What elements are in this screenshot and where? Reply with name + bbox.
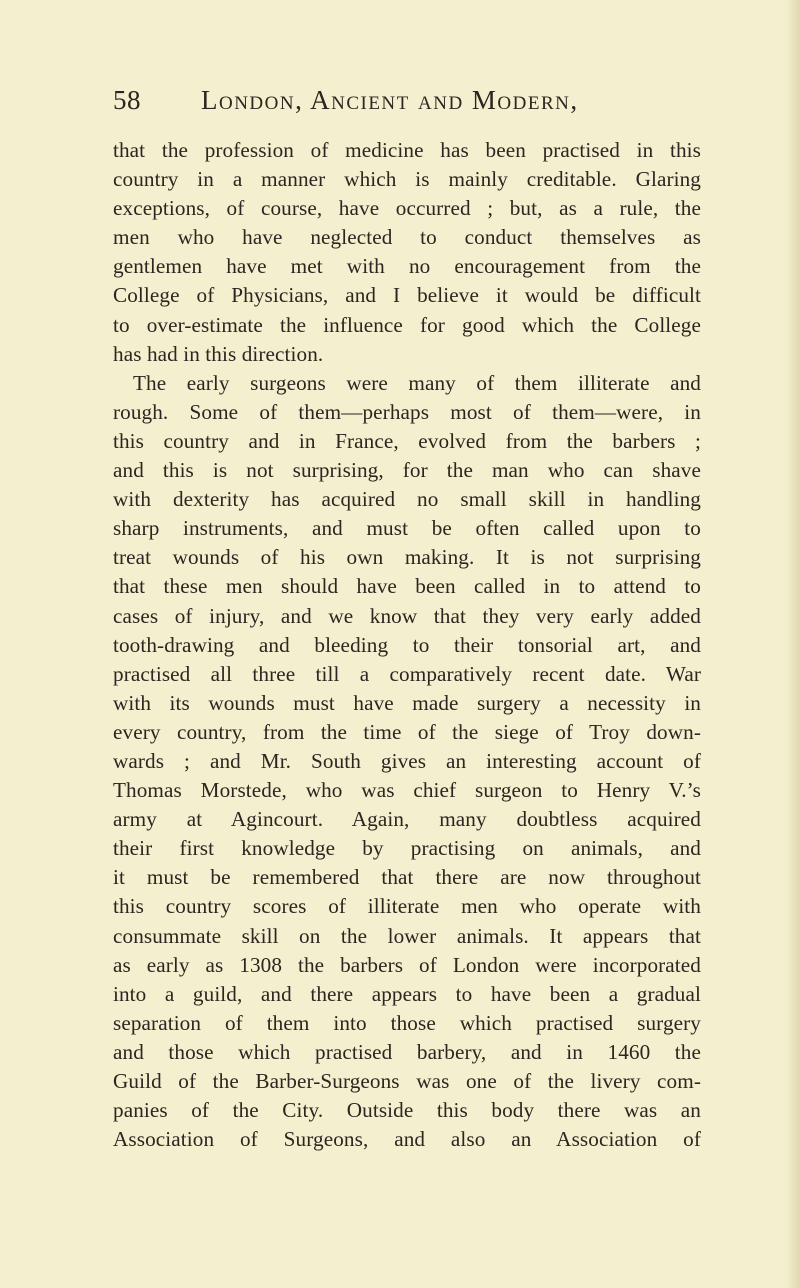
text-line: tooth-drawing and bleeding to their tonsorial art, and [113, 632, 701, 657]
text-line: to over-estimate the influence for good which the College [113, 312, 701, 337]
text-line: as early as 1308 the barbers of London were incorporated [113, 952, 701, 977]
text-line: with its wounds must have made surgery a necessity in [113, 690, 701, 715]
text-line: that the profession of medicine has been practised in this [113, 138, 701, 162]
text-line: into a guild, and there appears to have been a gradual [113, 981, 701, 1006]
text-line: separation of them into those which practised surgery [113, 1010, 701, 1035]
text-line: that these men should have been called in to attend to [113, 574, 701, 599]
running-title: London, Ancient and Modern, [201, 85, 579, 115]
text-line: Association of Surgeons, and also an Association of [113, 1127, 701, 1152]
text-line: and this is not surprising, for the man who can shave [113, 458, 701, 483]
text-line: consummate skill on the lower animals. It appears that [113, 923, 701, 948]
paragraph-start-line: The early surgeons were many of them illiterate and [133, 370, 701, 395]
page-number: 58 [113, 85, 141, 115]
text-line: this country scores of illiterate men who operate with [113, 894, 701, 919]
text-line: College of Physicians, and I believe it would be difficult [113, 283, 701, 308]
text-line: Thomas Morstede, who was chief surgeon to Henry V.’s [113, 778, 701, 803]
text-line: it must be remembered that there are now throughout [113, 865, 701, 890]
text-line: their first knowledge by practising on animals, and [113, 836, 701, 861]
text-line: and those which practised barbery, and in 1460 the [113, 1039, 701, 1064]
paragraph-end-line: has had in this direction. [113, 341, 324, 366]
text-line: sharp instruments, and must be often called upon to [113, 516, 701, 541]
text-line: this country and in France, evolved from the barbers ; [113, 428, 701, 453]
text-line: every country, from the time of the siege of Troy down- [113, 719, 701, 744]
text-line: exceptions, of course, have occurred ; but, as a rule, the [113, 196, 701, 221]
text-line: practised all three till a comparatively recent date. War [113, 661, 701, 686]
body-text [113, 136, 701, 1154]
text-line: country in a manner which is mainly creditable. Glaring [113, 167, 701, 192]
text-line: Guild of the Barber-Surgeons was one of the livery com- [113, 1069, 701, 1093]
text-line: wards ; and Mr. South gives an interesting account of [113, 748, 701, 773]
text-line: cases of injury, and we know that they very early added [113, 603, 701, 628]
text-line: army at Agincourt. Again, many doubtless acquired [113, 807, 701, 832]
text-line: treat wounds of his own making. It is not surprising [113, 545, 701, 570]
text-line: gentlemen have met with no encouragement from the [113, 254, 701, 279]
page-edge-shadow [786, 0, 800, 1288]
text-line: panies of the City. Outside this body there was an [113, 1098, 701, 1123]
text-line: with dexterity has acquired no small skill in handling [113, 487, 701, 512]
running-head [113, 82, 713, 122]
text-line: men who have neglected to conduct themselves as [113, 225, 701, 250]
text-line: rough. Some of them—perhaps most of them—were, in [113, 399, 701, 424]
